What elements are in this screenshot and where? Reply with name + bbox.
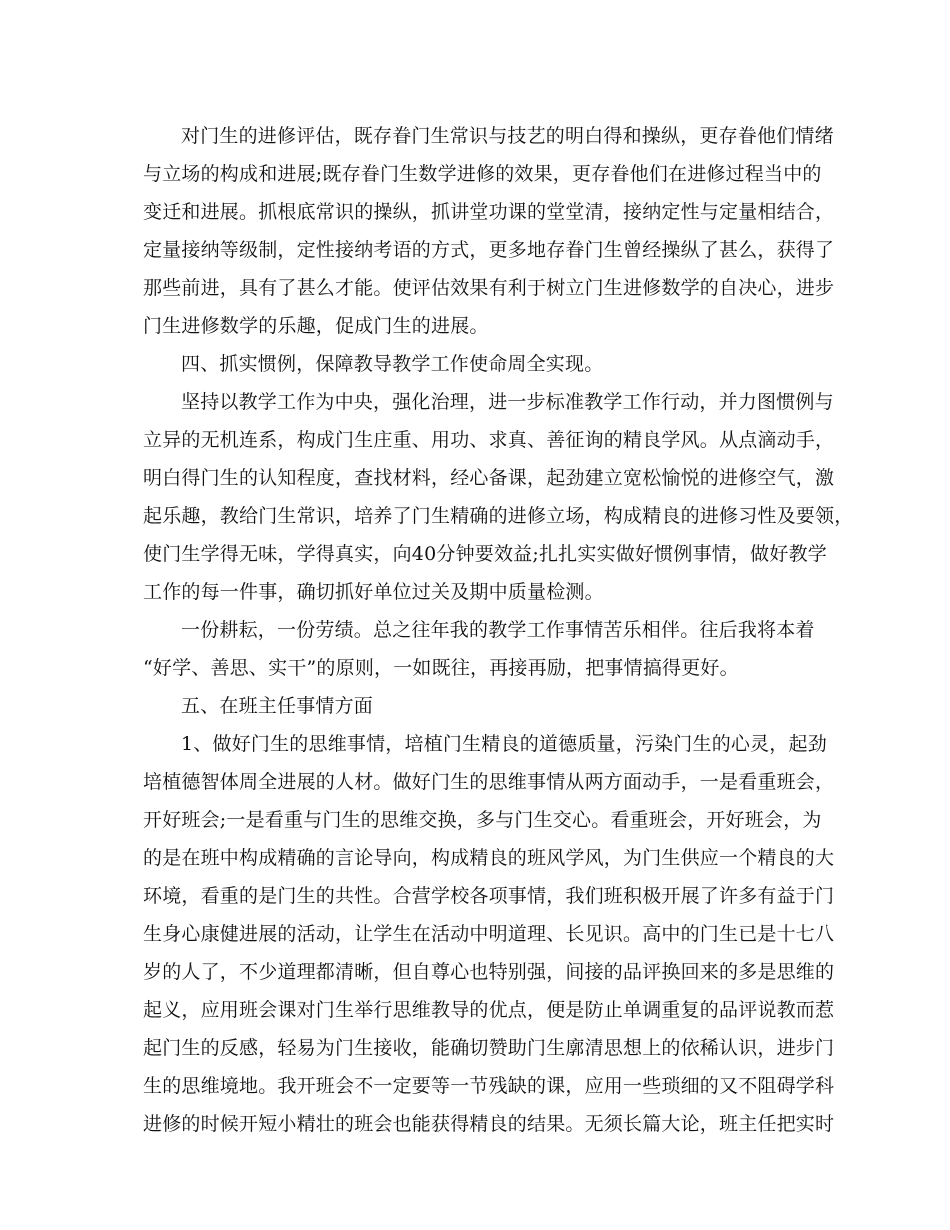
paragraph-line: 环境，看重的是门生的共性。合营学校各项事情，我们班积极开展了许多有益于门 [143,885,835,907]
paragraph-line: 使门生学得无味，学得真实，向40分钟要效益;扎扎实实做好惯例事情，做好教学 [143,543,827,565]
section-heading: 四、抓实惯例，保障教导教学工作使命周全实现。 [181,353,604,375]
paragraph-line: 开好班会;一是看重与门生的思维交换，多与门生交心。看重班会，开好班会，为 [143,809,822,831]
paragraph-line: 起义，应用班会课对门生举行思维教导的优点，便是防止单调重复的品评说教而惹 [143,999,835,1021]
paragraph-line: 1、做好门生的思维事情，培植门生精良的道德质量，污染门生的心灵，起劲 [181,733,827,755]
paragraph-line: 门生进修数学的乐趣，促成门生的进展。 [143,315,489,337]
section-heading: 五、在班主任事情方面 [181,695,374,717]
paragraph-line: 变迁和进展。抓根底常识的操纵，抓讲堂功课的堂堂清，接纳定性与定量相结合， [143,201,835,223]
paragraph-line: 培植德智体周全进展的人材。做好门生的思维事情从两方面动手，一是看重班会， [143,771,835,793]
paragraph-line: 起门生的反感，轻易为门生接收，能确切赞助门生廓清思想上的依稀认识，进步门 [143,1037,835,1059]
paragraph-line: 一份耕耘，一份劳绩。总之往年我的教学工作事情苦乐相伴。往后我将本着 [181,619,815,641]
paragraph-line: 坚持以教学工作为中央，强化治理，进一步标准教学工作行动，并力图惯例与 [181,391,834,413]
paragraph-line: 岁的人了，不少道理都清晰，但自尊心也特别强，间接的品评换回来的多是思维的 [143,961,835,983]
paragraph-line: 定量接纳等级制，定性接纳考语的方式，更多地存眷门生曾经操纵了甚么，获得了 [143,239,835,261]
paragraph-line: 工作的每一件事，确切抓好单位过关及期中质量检测。 [143,581,604,603]
paragraph-line: 起乐趣，教给门生常识，培养了门生精确的进修立场，构成精良的进修习性及要领， [143,505,854,527]
paragraph-line: 进修的时候开短小精壮的班会也能获得精良的结果。无须长篇大论，班主任把实时 [143,1113,835,1135]
paragraph-line: 那些前进，具有了甚么才能。使评估效果有利于树立门生进修数学的自决心，进步 [143,277,835,299]
document-body [143,117,854,1143]
paragraph-line: 与立场的构成和进展;既存眷门生数学进修的效果，更存眷他们在进修过程当中的 [143,163,822,185]
paragraph-line: “好学、善思、实干”的原则，一如既往，再接再励，把事情搞得更好。 [143,657,739,679]
paragraph-line: 生的思维境地。我开班会不一定要等一节残缺的课，应用一些琐细的又不阻碍学科 [143,1075,835,1097]
paragraph-line: 的是在班中构成精确的言论导向，构成精良的班风学风，为门生供应一个精良的大 [143,847,835,869]
paragraph-line: 立异的无机连系，构成门生庄重、用功、求真、善征询的精良学风。从点滴动手， [143,429,835,451]
paragraph-line: 对门生的进修评估，既存眷门生常识与技艺的明白得和操纵，更存眷他们情绪 [181,125,834,147]
paragraph-line: 生身心康健进展的活动，让学生在活动中明道理、长见识。高中的门生已是十七八 [143,923,835,945]
paragraph-line: 明白得门生的认知程度，查找材料，经心备课，起劲建立宽松愉悦的进修空气，激 [143,467,835,489]
